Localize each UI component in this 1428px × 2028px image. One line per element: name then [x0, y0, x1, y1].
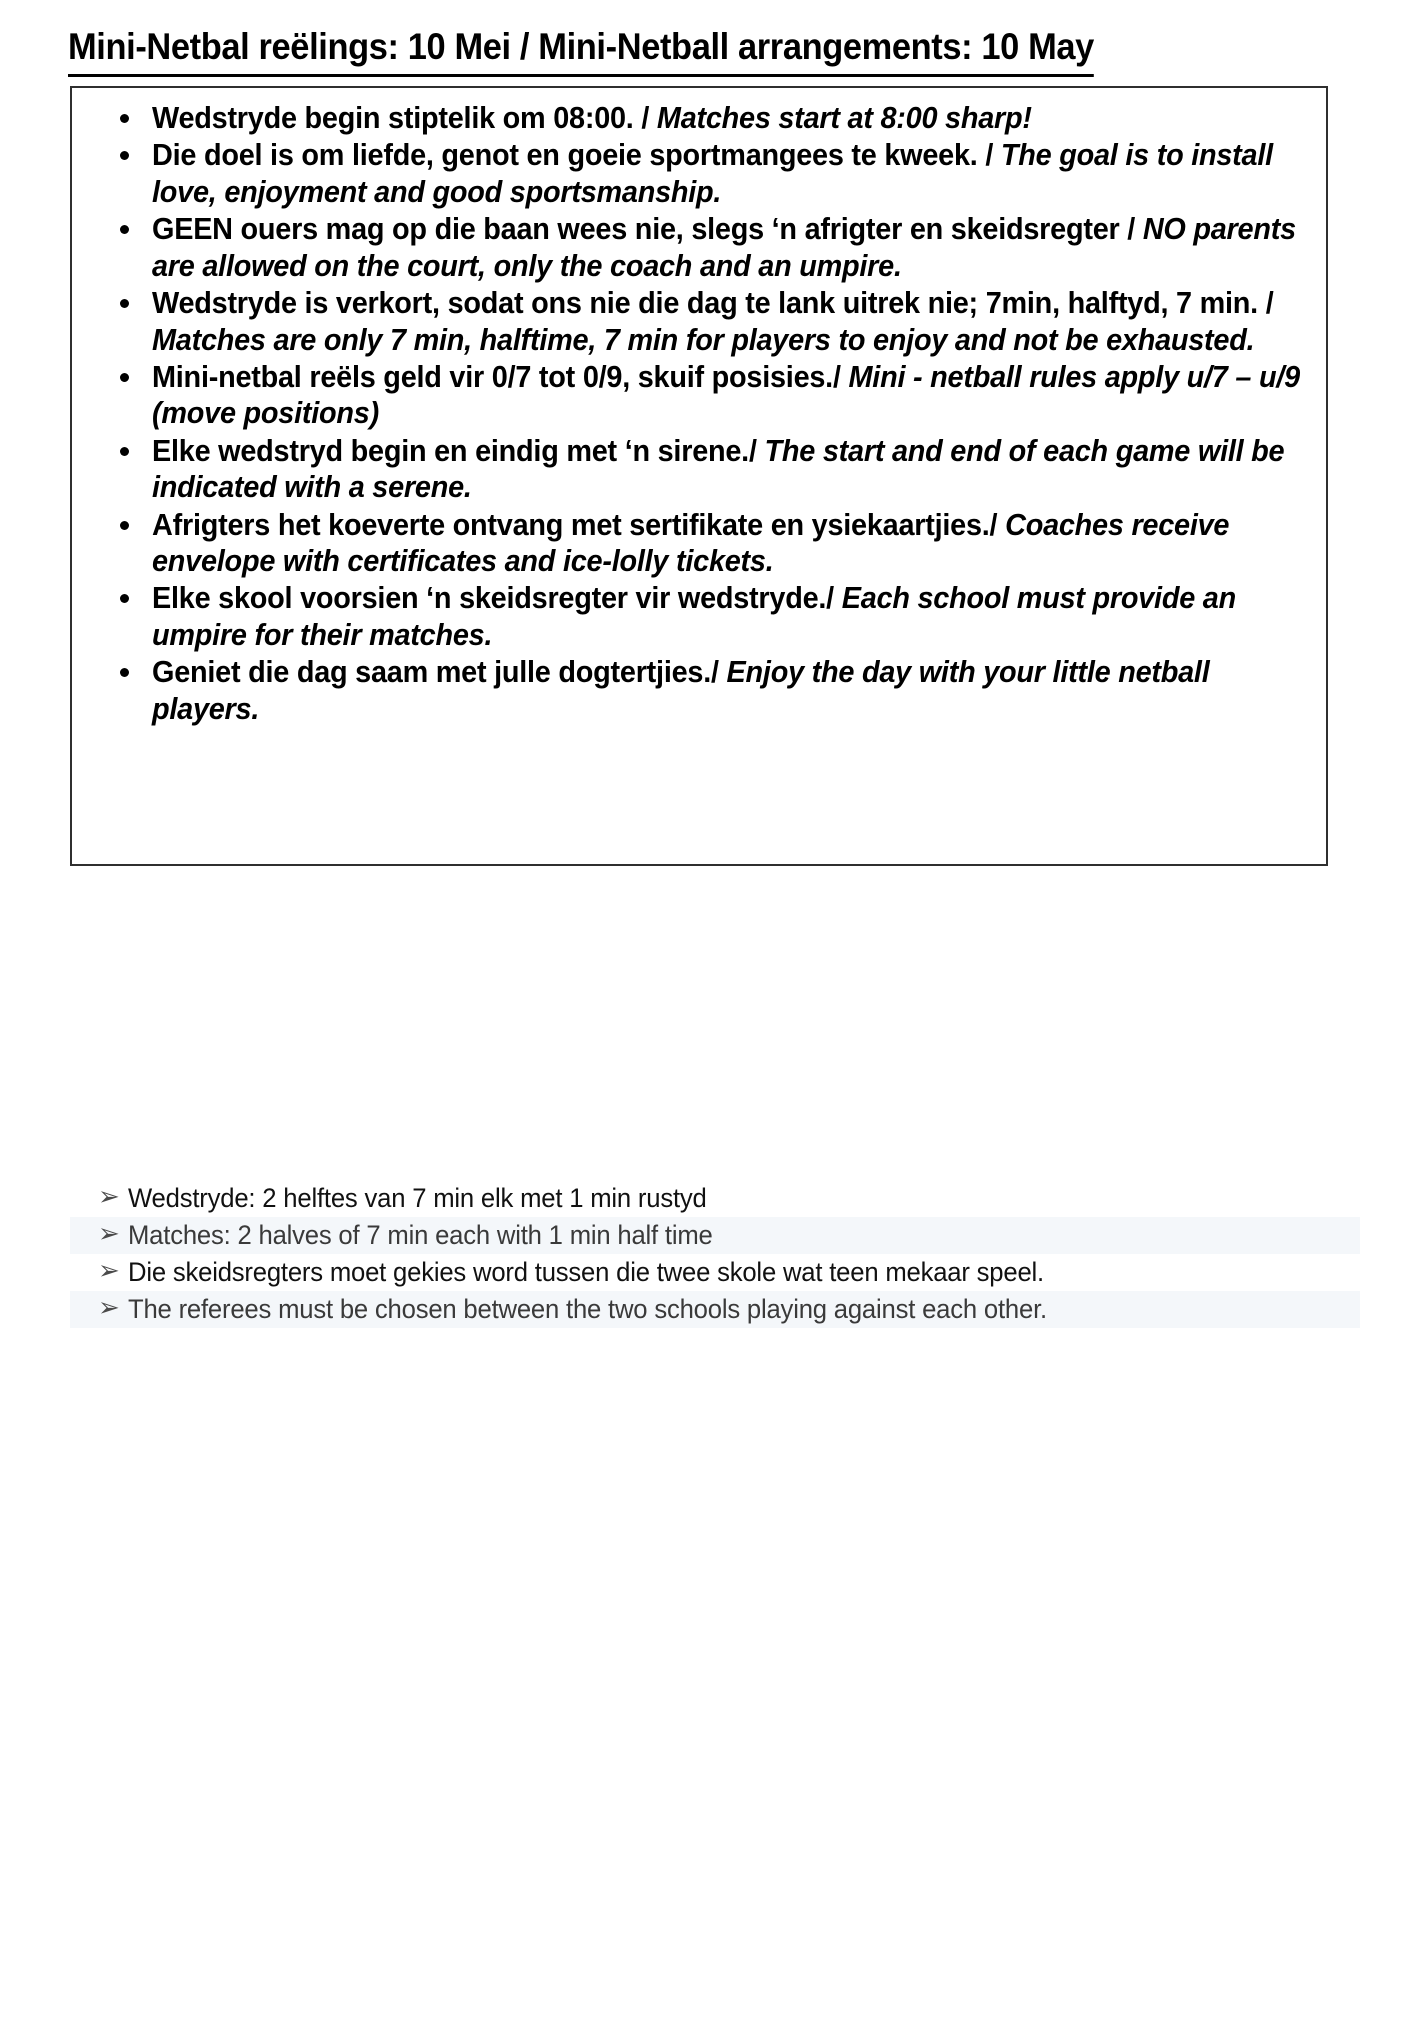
bullet-dot-icon	[120, 114, 129, 123]
bullet-dot-icon	[120, 594, 129, 603]
rule-text	[152, 433, 1308, 506]
rule-text	[152, 211, 1308, 284]
note-item	[70, 1180, 1360, 1217]
notes-block	[70, 1180, 1360, 1328]
rule-text-english: Each school must provide an umpire for their matches.	[152, 580, 1236, 652]
note-text: Wedstryde: 2 helftes van 7 min elk met 1 min rustyd	[128, 1183, 707, 1213]
rule-text-afrikaans: Elke skool voorsien ‘n skeidsregter vir wedstryde./	[152, 580, 842, 616]
rule-text-english: Coaches receive envelope with certificates and ice-lolly tickets.	[152, 506, 1230, 579]
rule-text-afrikaans: Geniet die dag saam met julle dogtertjies./	[152, 654, 727, 690]
rule-text-english: The goal is to install love, enjoyment and good sportsmanship.	[152, 137, 1273, 209]
bullet-dot-icon	[120, 447, 129, 456]
list-item	[90, 507, 1308, 580]
arrow-bullet-icon: ➢	[98, 1255, 120, 1286]
rule-text-afrikaans: Wedstryde is verkort, sodat ons nie die dag te lank uitrek nie; 7min, halftyd, 7 min. /	[152, 285, 1274, 321]
bullet-dot-icon	[120, 225, 129, 234]
rules-list	[90, 100, 1308, 727]
list-item	[90, 137, 1308, 210]
list-item	[90, 654, 1308, 727]
rule-text	[152, 654, 1308, 727]
bullet-dot-icon	[120, 521, 129, 530]
rule-text	[152, 507, 1308, 580]
rule-text	[152, 285, 1308, 358]
notes-list	[70, 1180, 1360, 1328]
list-item	[90, 100, 1308, 136]
note-item	[70, 1217, 1360, 1254]
note-text: The referees must be chosen between the two schools playing against each other.	[128, 1293, 1047, 1324]
page-title	[68, 24, 1277, 77]
rule-text-english: Mini - netball rules apply u/7 – u/9 (move positions)	[152, 358, 1300, 431]
note-text: Die skeidsregters moet gekies word tussen die twee skole wat teen mekaar speel.	[128, 1256, 1044, 1287]
list-item	[90, 580, 1308, 653]
rule-text-afrikaans: Mini-netbal reëls geld vir 0/7 tot 0/9, skuif posisies./	[152, 358, 849, 394]
rule-text	[152, 359, 1308, 432]
note-item	[70, 1254, 1360, 1291]
bullet-dot-icon	[120, 151, 129, 160]
bullet-dot-icon	[120, 373, 129, 382]
rule-text-afrikaans: Wedstryde begin stiptelik om 08:00. /	[152, 100, 657, 135]
rule-text-afrikaans: GEEN ouers mag op die baan wees nie, slegs ‘n afrigter en skeidsregter /	[152, 211, 1143, 247]
bullet-dot-icon	[120, 668, 129, 677]
rule-text-english: The start and end of each game will be indicated with a serene.	[152, 432, 1285, 505]
list-item	[90, 359, 1308, 432]
rule-text-english: NO parents are allowed on the court, only the coach and an umpire.	[152, 211, 1296, 283]
arrow-bullet-icon: ➢	[98, 1182, 120, 1212]
rule-text	[152, 580, 1308, 653]
rules-box	[70, 86, 1328, 866]
arrow-bullet-icon: ➢	[98, 1292, 120, 1323]
list-item	[90, 211, 1308, 284]
rule-text	[152, 137, 1308, 210]
list-item	[90, 433, 1308, 506]
page-title-text: Mini-Netbal reëlings: 10 Mei / Mini-Netball arrangements: 10 May	[68, 24, 1094, 77]
list-item	[90, 285, 1308, 358]
rule-text-english: Matches start at 8:00 sharp!	[656, 100, 1032, 135]
rule-text	[152, 100, 1308, 136]
bullet-dot-icon	[120, 299, 129, 308]
rule-text-afrikaans: Die doel is om liefde, genot en goeie sportmangees te kweek. /	[152, 137, 1001, 173]
note-item	[70, 1291, 1360, 1328]
rule-text-english: Enjoy the day with your little netball players.	[152, 654, 1210, 726]
rule-text-afrikaans: Afrigters het koeverte ontvang met sertifikate en ysiekaartjies./	[152, 506, 1006, 542]
note-text: Matches: 2 halves of 7 min each with 1 min half time	[128, 1219, 713, 1250]
arrow-bullet-icon: ➢	[98, 1218, 120, 1249]
rule-text-english: Matches are only 7 min, halftime, 7 min for players to enjoy and not be exhausted.	[152, 321, 1255, 357]
rule-text-afrikaans: Elke wedstryd begin en eindig met ‘n sirene./	[152, 432, 765, 468]
